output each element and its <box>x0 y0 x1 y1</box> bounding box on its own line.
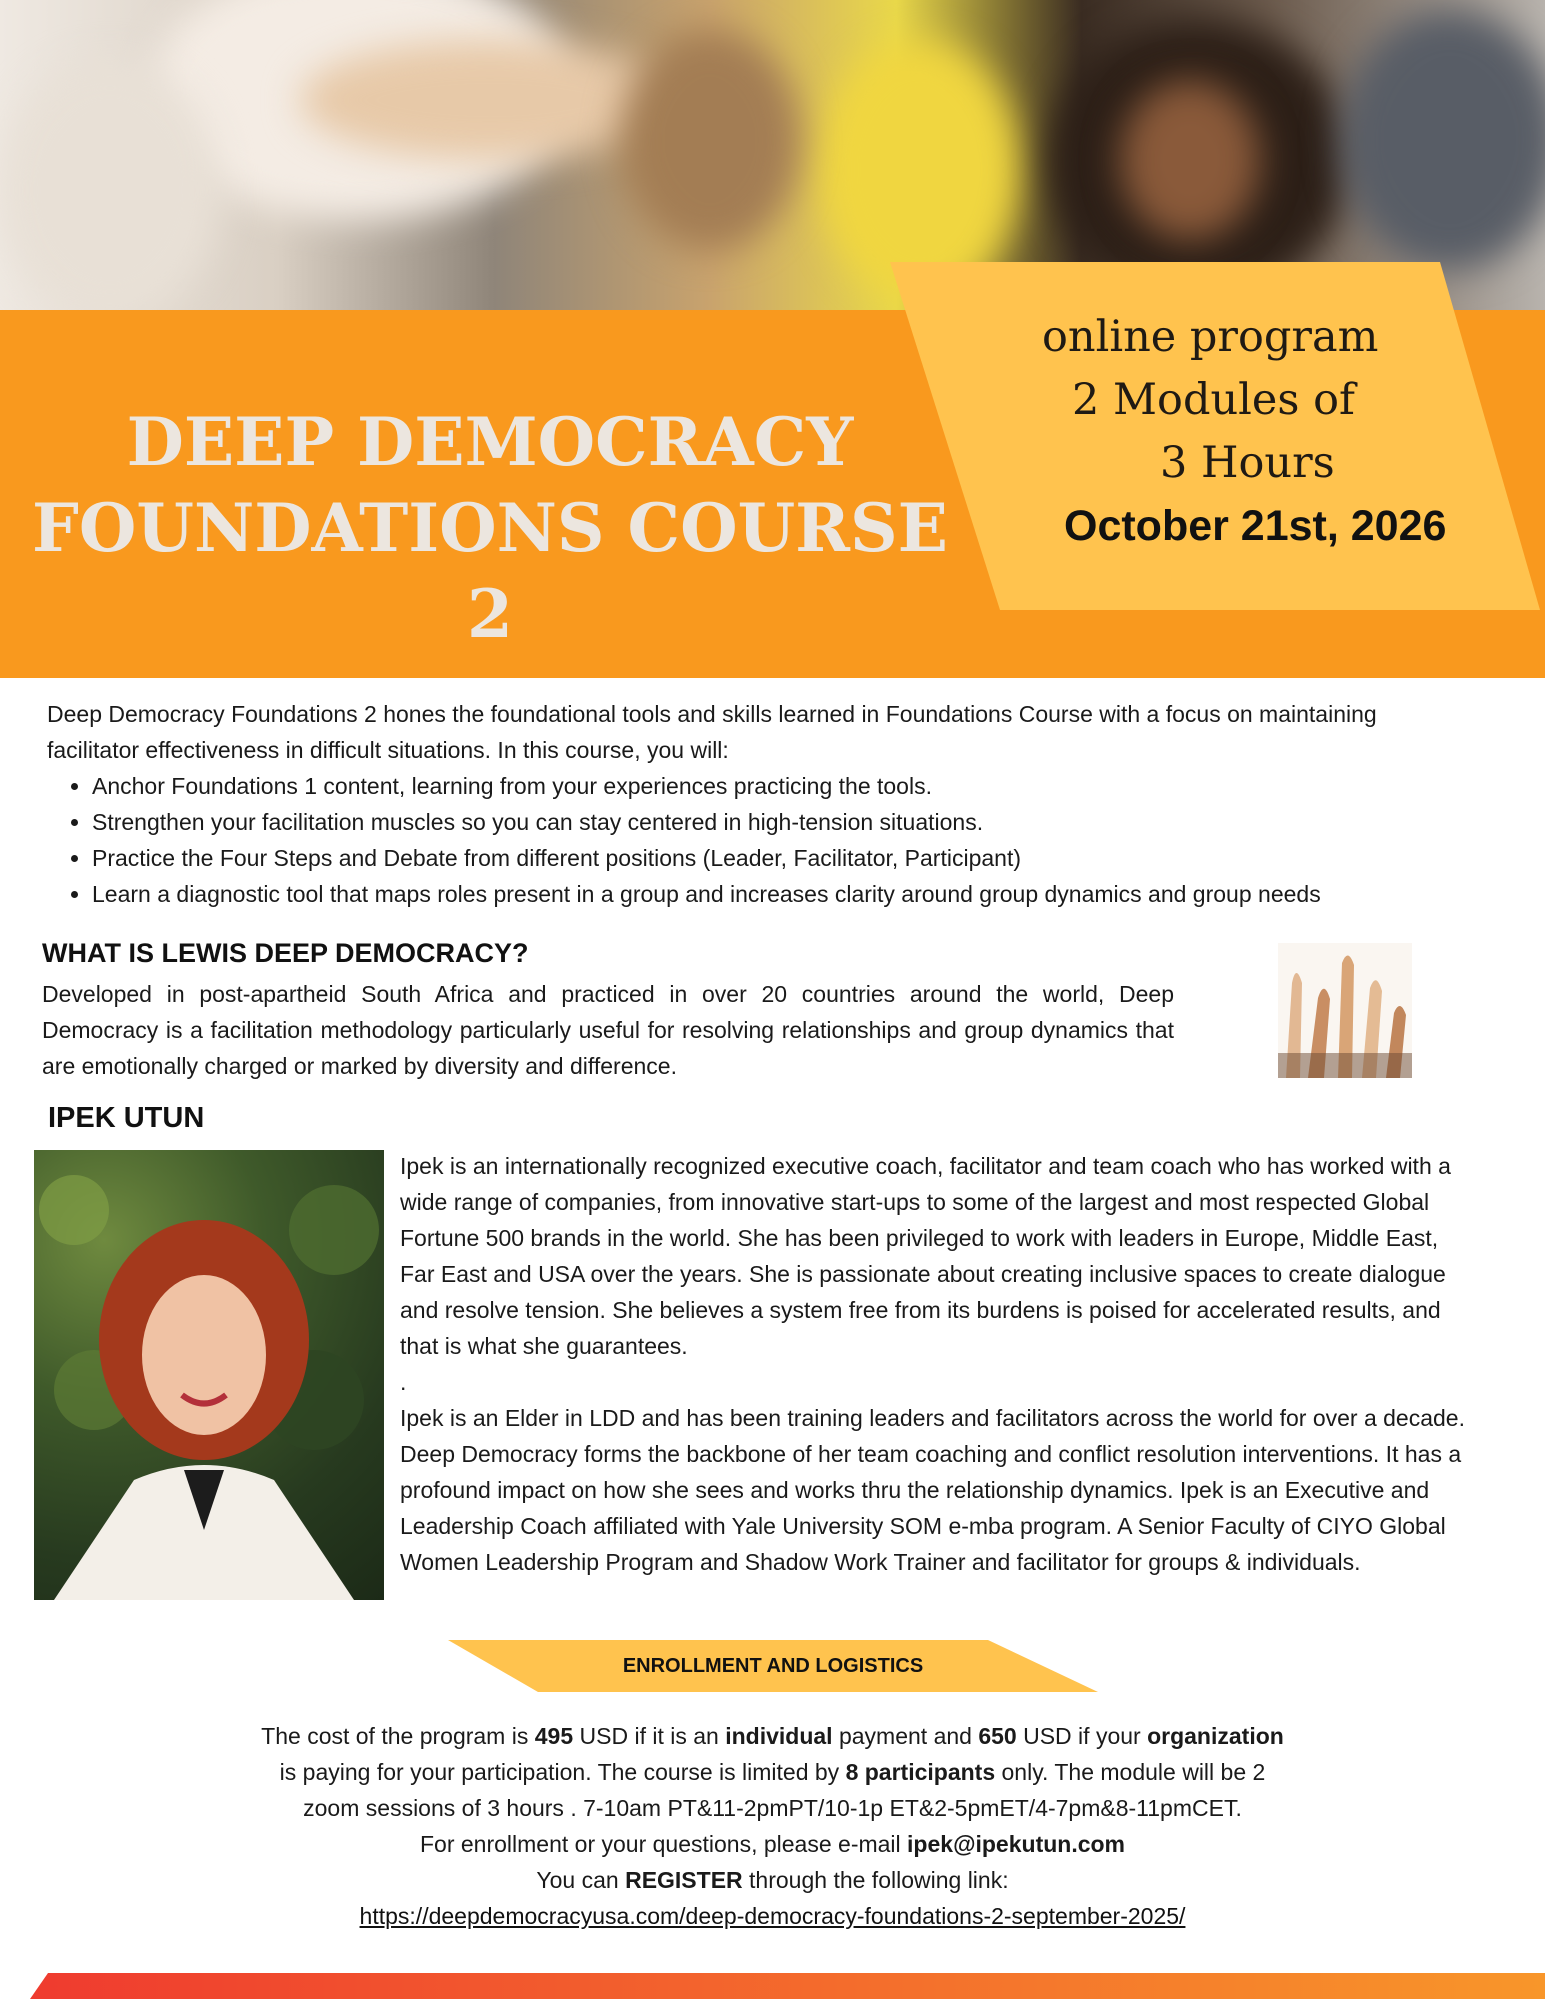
registration-link-row <box>150 1898 1395 1934</box>
course-title-line1: DEEP DEMOCRACY <box>126 403 854 481</box>
contact-text: For enrollment or your questions, please e-mail <box>419 1831 908 1857</box>
register-label: REGISTER <box>625 1867 743 1893</box>
intro-bullet-list <box>47 768 1467 912</box>
enrollment-details <box>150 1718 1395 1934</box>
cost-text: only. The module will be 2 <box>995 1759 1266 1785</box>
contact-line <box>150 1826 1395 1862</box>
lewis-heading: WHAT IS LEWIS DEEP DEMOCRACY? <box>42 938 529 968</box>
ipek-bio <box>400 1148 1470 1580</box>
lewis-paragraph: Developed in post-apartheid South Africa and practiced in over 20 countries around the world, Deep Democracy is a facilitation methodology particularly useful for resolving relationships and group dynamics that are emotionally charged or marked by diversity and difference. <box>42 981 1174 1079</box>
schedule-line: zoom sessions of 3 hours . 7-10am PT&11-2pmPT/10-1p ET&2-5pmET/4-7pm&8-11pmCET. <box>303 1795 1242 1821</box>
intro-bullet: • Anchor Foundations 1 content, learning from your experiences practicing the tools. <box>92 768 1467 804</box>
intro-bullet: • Learn a diagnostic tool that maps roles present in a group and increases clarity around group dynamics and group needs <box>92 876 1467 912</box>
course-date: October 21st, 2026 <box>1064 502 1447 550</box>
intro-bullet: • Practice the Four Steps and Debate from different positions (Leader, Facilitator, Participant) <box>92 840 1467 876</box>
cost-text: is paying for your participation. The course is limited by <box>279 1759 846 1785</box>
contact-email-link[interactable]: ipek@ipekutun.com <box>907 1831 1126 1857</box>
ipek-heading: IPEK UTUN <box>48 1102 205 1134</box>
intro-section <box>47 696 1467 912</box>
cost-text: USD if it is an <box>573 1723 726 1749</box>
enrollment-heading: ENROLLMENT AND LOGISTICS <box>622 1655 924 1677</box>
individual-label: individual <box>725 1723 833 1749</box>
ipek-bio-paragraph-1: Ipek is an internationally recognized executive coach, facilitator and team coach who has worked with a wide range of companies, from innovative start-ups to some of the largest and most respected Global Fortune 500 brands in the world. She has been privileged to work with leaders in Europe, Middle East, Far East and USA over the years. She is passionate about creating inclusive spaces to create dialogue and resolve tension. She believes a system free from its burdens is poised for accelerated results, and that is what she guarantees. <box>400 1153 1451 1359</box>
info-online-program: online program <box>1042 312 1379 362</box>
ipek-portrait-photo <box>34 1150 384 1600</box>
cost-text: payment and <box>832 1723 979 1749</box>
cost-line-1 <box>150 1718 1395 1754</box>
organization-price: 650 <box>978 1723 1017 1749</box>
register-text: through the following link: <box>742 1867 1009 1893</box>
register-text: You can <box>536 1867 626 1893</box>
intro-paragraph: Deep Democracy Foundations 2 hones the foundational tools and skills learned in Foundations Course with a focus on maintaining facilitator effectiveness in difficult situations. In this course, you will: <box>47 701 1377 763</box>
participant-limit: 8 participants <box>845 1759 996 1785</box>
course-title-line2: FOUNDATIONS COURSE 2 <box>32 488 948 653</box>
course-title <box>0 400 980 657</box>
register-line <box>150 1862 1395 1898</box>
cost-text: USD if your <box>1016 1723 1148 1749</box>
info-hours: 3 Hours <box>1160 438 1335 488</box>
bottom-accent-bar <box>0 1973 1545 1999</box>
ipek-bio-separator: . <box>400 1369 407 1395</box>
ipek-bio-paragraph-2: Ipek is an Elder in LDD and has been training leaders and facilitators across the world for over a decade. Deep Democracy forms the backbone of her team coaching and conflict resolution interventions. It has a profound impact on how she sees and works thru the relationship dynamics. Ipek is an Executive and Leadership Coach affiliated with Yale University SOM e-mba program. A Senior Faculty of CIYO Global Women Leadership Program and Shadow Work Trainer and facilitator for groups & individuals. <box>400 1405 1465 1575</box>
cost-line-2 <box>150 1754 1395 1790</box>
registration-link[interactable]: https://deepdemocracyusa.com/deep-democracy-foundations-2-september-2025/ <box>359 1903 1186 1929</box>
info-modules: 2 Modules of <box>1072 375 1355 425</box>
organization-label: organization <box>1147 1723 1284 1749</box>
individual-price: 495 <box>534 1723 574 1749</box>
raised-hands-image <box>1278 943 1412 1078</box>
cost-text: The cost of the program is <box>261 1723 535 1749</box>
intro-bullet: • Strengthen your facilitation muscles so you can stay centered in high-tension situations. <box>92 804 1467 840</box>
